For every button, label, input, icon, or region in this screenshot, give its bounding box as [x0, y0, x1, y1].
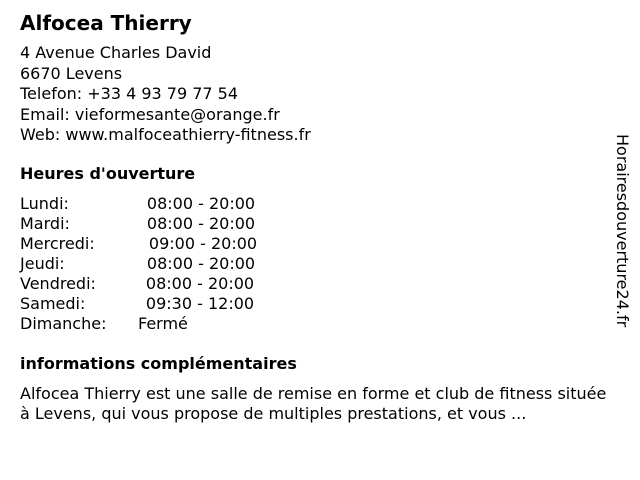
hours-day: Vendredi:	[20, 274, 96, 293]
hours-time: 08:00 - 20:00	[146, 254, 256, 273]
phone-number: Telefon: +33 4 93 79 77 54	[20, 84, 239, 103]
address-line-1: 4 Avenue Charles David	[20, 43, 212, 62]
contact-block	[20, 43, 311, 146]
hours-time: 09:00 - 20:00	[148, 234, 258, 253]
hours-day: Mardi:	[20, 214, 70, 233]
hours-time: Fermé	[138, 314, 188, 333]
hours-time: 09:30 - 12:00	[145, 294, 255, 313]
address-line-2: 6670 Levens	[20, 63, 123, 83]
additional-info-heading: informations complémentaires	[20, 354, 297, 373]
business-description: Alfocea Thierry est une salle de remise en forme et club de fitness située à Levens, qui vous propose de multiples prestations, et vous ...	[20, 384, 607, 423]
opening-hours-heading: Heures d'ouverture	[20, 164, 196, 183]
website: Web: www.malfoceathierry-fitness.fr	[20, 125, 311, 144]
email-address: Email: vieformesante@orange.fr	[20, 104, 280, 124]
hours-day: Jeudi:	[20, 254, 65, 273]
hours-day: Mercredi:	[20, 234, 95, 253]
business-name: Alfocea Thierry	[20, 11, 192, 35]
hours-day: Lundi:	[20, 194, 69, 213]
hours-time: 08:00 - 20:00	[146, 194, 256, 213]
hours-day: Dimanche:	[20, 314, 107, 333]
hours-time: 08:00 - 20:00	[146, 214, 256, 233]
site-watermark: Horairesdouverture24.fr	[613, 134, 632, 328]
hours-day: Samedi:	[20, 294, 86, 313]
hours-time: 08:00 - 20:00	[145, 274, 255, 293]
